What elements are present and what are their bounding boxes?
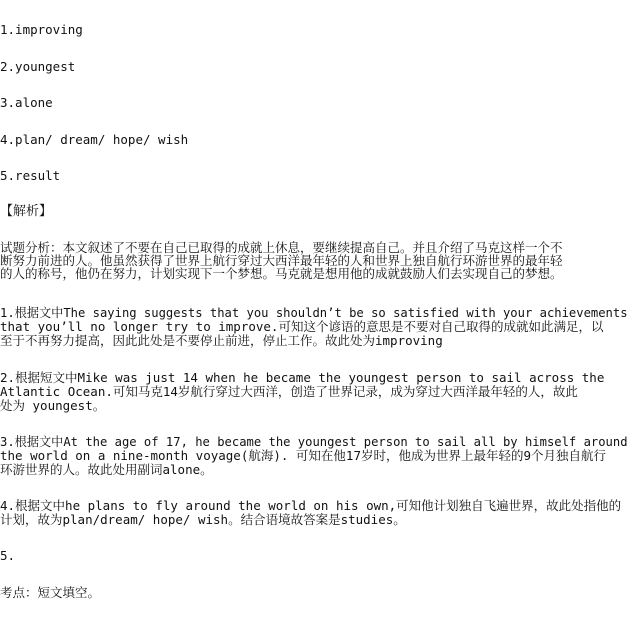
explanation-3-line: 3.根据文中At the age of 17, he became the youngest person to sail all by himself around [0,434,628,449]
answer-4: 4.plan/ dream/ hope/ wish [0,132,189,147]
answer-3: 3.alone [0,95,53,110]
explanation-2-line: Atlantic Ocean.可知马克14岁航行穿过大西洋，创造了世界记录，成为穿过大西洋最年轻的人，故此 [0,384,578,399]
explanation-4-line: 4.根据文中he plans to fly around the world on his own,可知他计划独自飞遍世界，故此处指他的 [0,498,622,513]
topic-line: 考点：短文填空。 [0,585,101,600]
explanation-2-line: 处为 youngest。 [0,398,106,413]
explanation-2-line: 2.根据短文中Mike was just 14 when he became the youngest person to sail across the [0,370,605,385]
answer-1: 1.improving [0,22,83,37]
explanation-5-line: 5. [0,548,16,563]
explanation-4-line: 计划，故为plan/dream/ hope/ wish。结合语境故答案是studies。 [0,512,406,527]
summary-line: 断努力前进的人。他虽然获得了世界上航行穿过大西洋最年轻的人和世界上独自航行环游世界的最年轻 [0,253,563,268]
explanation-3-line: 环游世界的人。故此处用副词alone。 [0,462,213,477]
summary-line: 试题分析：本文叙述了不要在自己已取得的成就上休息，要继续提高自己。并且介绍了马克这样一个不 [0,240,563,255]
analysis-heading: 【解析】 [0,204,53,219]
explanation-1-line: 1.根据文中The saying suggests that you shouldn’t be so satisfied with your achievements [0,305,628,320]
answer-2: 2.youngest [0,59,76,74]
explanation-1-line: that you’ll no longer try to improve.可知这个谚语的意思是不要对自己取得的成就如此满足，以 [0,319,604,334]
explanation-1-line: 至于不再努力提高，因此此处是不要停止前进，停止工作。故此处为improving [0,333,443,348]
summary-line: 的人的称号，他仍在努力，计划实现下一个梦想。马克就是想用他的成就鼓励人们去实现自己的梦想。 [0,266,563,281]
explanation-3-line: the world on a nine-month voyage(航海). 可知在他17岁时，他成为世界上最年轻的9个月独自航行 [0,448,607,463]
answer-5: 5.result [0,168,61,183]
